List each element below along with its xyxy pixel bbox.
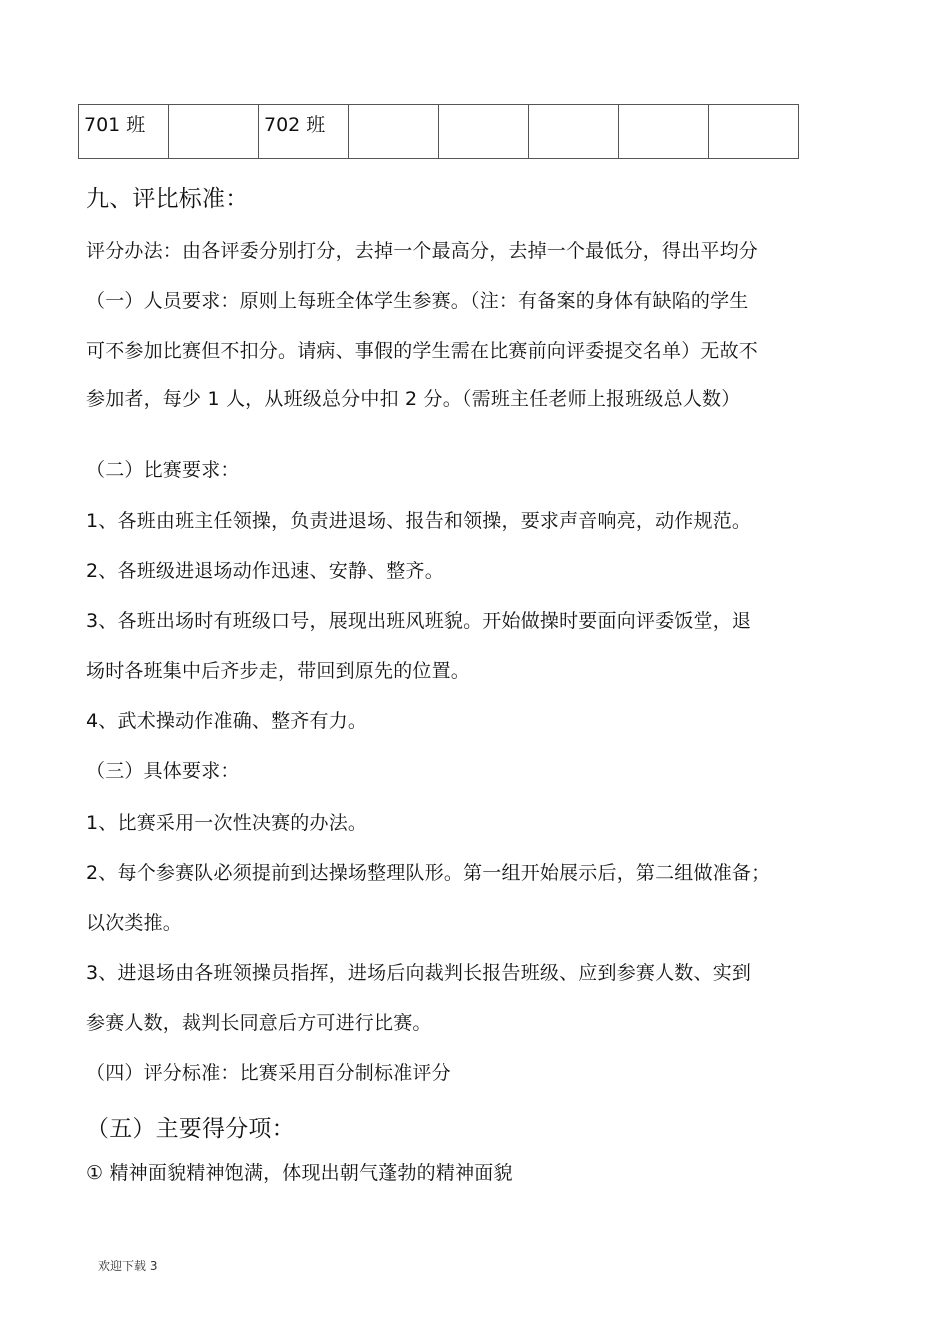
paragraph-line: 可不参加比赛但不扣分。请病、事假的学生需在比赛前向评委提交名单）无故不 <box>86 340 759 362</box>
page-footer: 欢迎下载 3 <box>98 1259 158 1273</box>
list-item: 3、各班出场时有班级口号，展现出班风班貌。开始做操时要面向评委饭堂，退 <box>86 610 752 632</box>
table-cell: 701 班 <box>79 105 169 159</box>
subsection-heading: （三）具体要求： <box>86 760 240 782</box>
class-table <box>78 104 799 159</box>
table-cell <box>529 105 619 159</box>
table-cell <box>619 105 709 159</box>
list-item: 2、每个参赛队必须提前到达操场整理队形。第一组开始展示后，第二组做准备； <box>86 862 771 884</box>
list-item: 2、各班级进退场动作迅速、安静、整齐。 <box>86 560 444 582</box>
table-row <box>79 105 799 159</box>
section-heading: 九、评比标准： <box>86 186 249 212</box>
paragraph-line: 参加者，每少 1 人，从班级总分中扣 2 分。（需班主任老师上报班级总人数） <box>86 388 741 410</box>
table-cell <box>349 105 439 159</box>
table-cell <box>169 105 259 159</box>
table-cell: 702 班 <box>259 105 349 159</box>
list-item: 场时各班集中后齐步走，带回到原先的位置。 <box>86 660 471 682</box>
list-item: 以次类推。 <box>86 912 183 934</box>
list-item: 参赛人数，裁判长同意后方可进行比赛。 <box>86 1012 432 1034</box>
table-cell <box>709 105 799 159</box>
list-item: ① 精神面貌精神饱满，体现出朝气蓬勃的精神面貌 <box>86 1162 513 1184</box>
list-item: 1、比赛采用一次性决赛的办法。 <box>86 812 368 834</box>
list-item: 1、各班由班主任领操，负责进退场、报告和领操，要求声音响亮，动作规范。 <box>86 510 752 532</box>
subsection-heading: （二）比赛要求： <box>86 459 240 481</box>
paragraph-line: （一）人员要求：原则上每班全体学生参赛。（注：有备案的身体有缺陷的学生 <box>86 290 749 312</box>
table-cell <box>439 105 529 159</box>
subsection-heading: （五）主要得分项： <box>86 1116 295 1142</box>
list-item: 3、进退场由各班领操员指挥，进场后向裁判长报告班级、应到参赛人数、实到 <box>86 962 752 984</box>
scoring-method: 评分办法：由各评委分别打分，去掉一个最高分，去掉一个最低分，得出平均分 <box>86 240 759 262</box>
list-item: 4、武术操动作准确、整齐有力。 <box>86 710 368 732</box>
subsection-heading: （四）评分标准：比赛采用百分制标准评分 <box>86 1062 451 1084</box>
